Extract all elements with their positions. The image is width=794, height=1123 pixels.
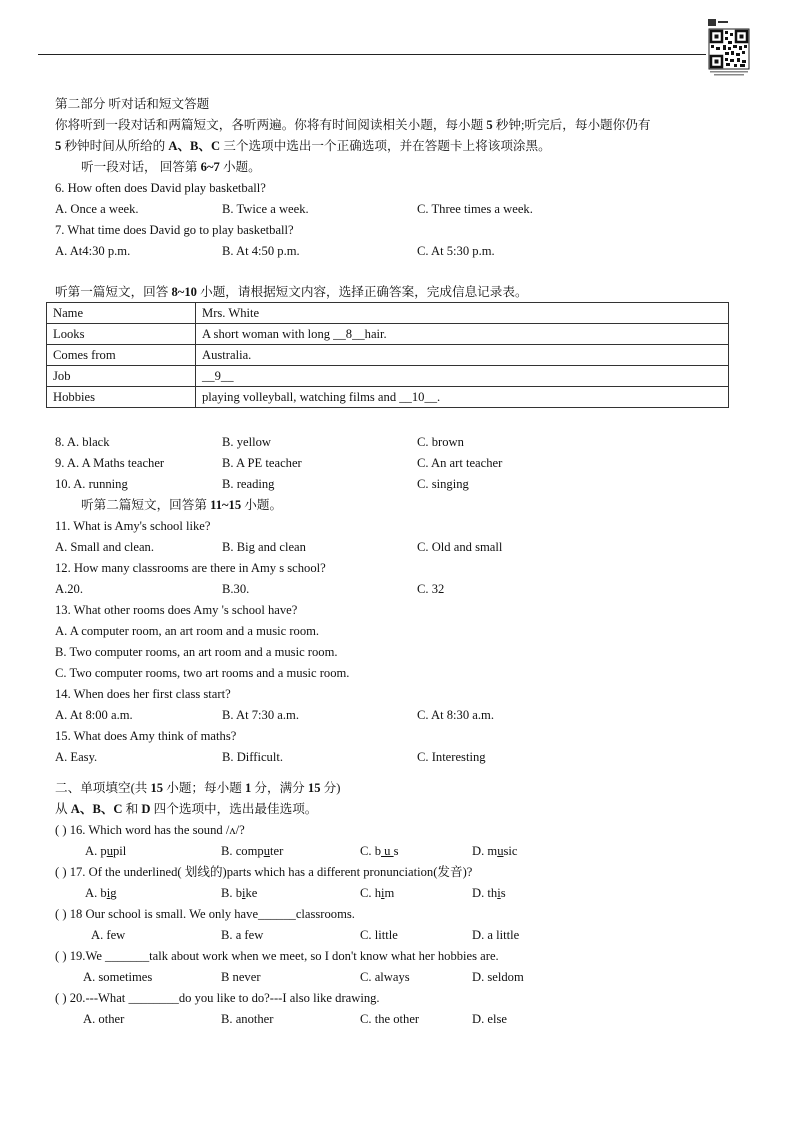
- q8-option-b: B. yellow: [222, 435, 271, 449]
- q13-option-c: C. Two computer rooms, two art rooms and a music room.: [55, 666, 350, 680]
- q9-option-a: 9. A. A Maths teacher: [55, 456, 165, 470]
- q18-option-b: B. a few: [221, 928, 264, 942]
- q11-option-b: B. Big and clean: [222, 540, 306, 554]
- q13-option-b: B. Two computer rooms, an art room and a music room.: [55, 645, 338, 659]
- table-value: playing volleyball, watching films and __10__.: [196, 387, 729, 408]
- q16-option-c: C. b u s: [360, 844, 399, 858]
- q19-option-b: B never: [221, 970, 261, 984]
- q6-option-b: B. Twice a week.: [222, 202, 309, 216]
- q17-option-a: A. big: [85, 886, 117, 900]
- q9-option-c: C. An art teacher: [417, 456, 503, 470]
- table-row: [47, 345, 729, 366]
- q11-option-c: C. Old and small: [417, 540, 503, 554]
- table-value: Australia.: [196, 345, 729, 366]
- q15-option-b: B. Difficult.: [222, 750, 283, 764]
- q10-option-c: C. singing: [417, 477, 469, 491]
- q14-option-b: B. At 7:30 a.m.: [222, 708, 299, 722]
- table-row: [47, 324, 729, 345]
- section2-instruction: 从 A、B、C 和 D 四个选项中，选出最佳选项。: [55, 802, 318, 816]
- table-value: __9__: [196, 366, 729, 387]
- q6-stem: 6. How often does David play basketball?: [55, 181, 266, 195]
- q7-option-b: B. At 4:50 p.m.: [222, 244, 300, 258]
- part2-heading: 第二部分 听对话和短文答题: [55, 97, 210, 111]
- table-key: Job: [47, 366, 196, 387]
- table-key: Comes from: [47, 345, 196, 366]
- q18-stem: ( ) 18 Our school is small. We only have______classrooms.: [55, 907, 355, 921]
- q16-option-b: B. computer: [221, 844, 284, 858]
- q17-stem: ( ) 17. Of the underlined( 划线的)parts which has a different pronunciation(发音)?: [55, 865, 473, 879]
- info-record-table: [46, 302, 729, 408]
- q8-option-a: 8. A. black: [55, 435, 110, 449]
- table-key: Looks: [47, 324, 196, 345]
- q16-option-d: D. music: [472, 844, 518, 858]
- part2-instructions-line1: 你将听到一段对话和两篇短文，各听两遍。你将有时间阅读相关小题，每小题 5 秒钟;听完后，每小题你仍有: [55, 118, 651, 132]
- q11-option-a: A. Small and clean.: [55, 540, 154, 554]
- q20-option-b: B. another: [221, 1012, 274, 1026]
- q18-option-d: D. a little: [472, 928, 520, 942]
- table-row: [47, 366, 729, 387]
- table-value: Mrs. White: [196, 303, 729, 324]
- q15-option-a: A. Easy.: [55, 750, 98, 764]
- q10-option-b: B. reading: [222, 477, 275, 491]
- q8-option-c: C. brown: [417, 435, 464, 449]
- q12-option-a: A.20.: [55, 582, 83, 596]
- q15-stem: 15. What does Amy think of maths?: [55, 729, 237, 743]
- qr-code-icon: [706, 18, 752, 78]
- table-key: Hobbies: [47, 387, 196, 408]
- q13-option-a: A. A computer room, an art room and a music room.: [55, 624, 320, 638]
- q16-stem: ( ) 16. Which word has the sound /ʌ/?: [55, 823, 245, 837]
- passage2-instruction: 听第二篇短文，回答第 11~15 小题。: [81, 498, 283, 512]
- q17-option-d: D. this: [472, 886, 506, 900]
- passage1-instruction: 听第一篇短文，回答 8~10 小题，请根据短文内容，选择正确答案，完成信息记录表。: [55, 285, 528, 299]
- section2-heading: 二、单项填空(共 15 小题；每小题 1 分，满分 15 分): [55, 781, 341, 795]
- q20-stem: ( ) 20.---What ________do you like to do?---I also like drawing.: [55, 991, 380, 1005]
- q14-option-c: C. At 8:30 a.m.: [417, 708, 494, 722]
- q20-option-c: C. the other: [360, 1012, 420, 1026]
- table-row: [47, 303, 729, 324]
- q7-option-c: C. At 5:30 p.m.: [417, 244, 495, 258]
- q19-option-a: A. sometimes: [83, 970, 153, 984]
- q6-option-c: C. Three times a week.: [417, 202, 533, 216]
- q18-option-c: C. little: [360, 928, 398, 942]
- table-key: Name: [47, 303, 196, 324]
- table-row: [47, 387, 729, 408]
- q19-option-c: C. always: [360, 970, 410, 984]
- part2-instructions-line2: 5 秒钟时间从所给的 A、B、C 三个选项中选出一个正确选项，并在答题卡上将该项涂黑。: [55, 139, 551, 153]
- q16-option-a: A. pupil: [85, 844, 127, 858]
- q7-stem: 7. What time does David go to play basketball?: [55, 223, 294, 237]
- q14-stem: 14. When does her first class start?: [55, 687, 231, 701]
- q11-stem: 11. What is Amy's school like?: [55, 519, 211, 533]
- q12-option-c: C. 32: [417, 582, 445, 596]
- header-rule: [38, 54, 744, 55]
- q14-option-a: A. At 8:00 a.m.: [55, 708, 133, 722]
- q17-option-b: B. bike: [221, 886, 258, 900]
- q12-stem: 12. How many classrooms are there in Amy s school?: [55, 561, 326, 575]
- q17-option-c: C. him: [360, 886, 395, 900]
- q15-option-c: C. Interesting: [417, 750, 486, 764]
- q20-option-a: A. other: [83, 1012, 125, 1026]
- q7-option-a: A. At4:30 p.m.: [55, 244, 131, 258]
- q18-option-a: A. few: [91, 928, 126, 942]
- q10-option-a: 10. A. running: [55, 477, 128, 491]
- dialog-instruction: 听一段对话， 回答第 6~7 小题。: [81, 160, 261, 174]
- q6-option-a: A. Once a week.: [55, 202, 139, 216]
- q19-option-d: D. seldom: [472, 970, 524, 984]
- q12-option-b: B.30.: [222, 582, 250, 596]
- q19-stem: ( ) 19.We _______talk about work when we meet, so I don't know what her hobbies are.: [55, 949, 499, 963]
- q13-stem: 13. What other rooms does Amy 's school have?: [55, 603, 298, 617]
- table-value: A short woman with long __8__hair.: [196, 324, 729, 345]
- q9-option-b: B. A PE teacher: [222, 456, 302, 470]
- q20-option-d: D. else: [472, 1012, 507, 1026]
